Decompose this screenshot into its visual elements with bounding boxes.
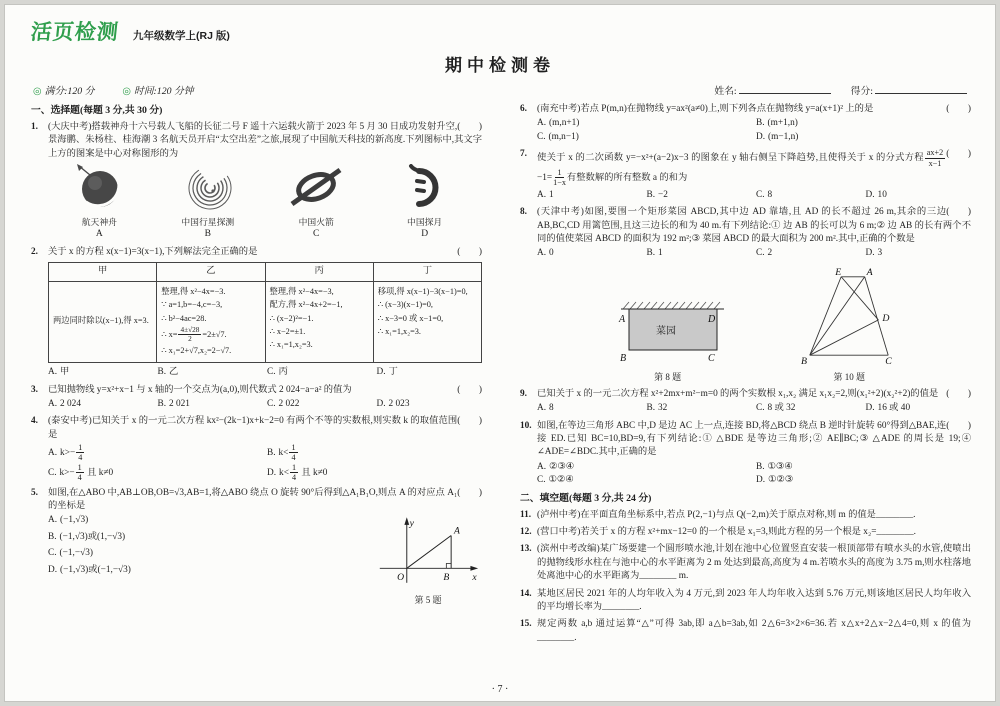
fraction [925,148,945,168]
option-B: B. 32 [646,403,668,414]
option-A: A. 1 [537,189,554,200]
answer-bracket: ( ) [946,388,971,399]
question-text: (滨州中考改编)某广场要建一个圆形喷水池,计划在池中心位置竖直安装一根顶部带有喷水头的水管,使喷出的抛物线形水柱在与池中心的水平距离为 2 m 处达到最高,高度为 4 m.若喷水头的高度为 3.75 m,则水柱落地处离池中心的水平距离为________ m. [537,544,971,582]
question-number: 12. [520,527,532,538]
logo-letter: B [204,229,211,240]
section-title: 二、填空题(每题 3 分,共 24 分) [520,492,652,504]
solution-line: ∵ a=1,b=−4,c=−3, [161,300,223,310]
option-label: C. [48,548,57,559]
options-with-figure [48,513,482,606]
question-1 [31,121,482,242]
solution-line: ∴ (x−3)(x−1)=0, [377,300,434,310]
option-B: B. ①③④ [756,461,793,472]
table-header-cell: 丁 [373,263,481,281]
solution-line: ∴ (x−2)²=−1. [269,313,314,323]
option-C: C. 2 022 [267,398,300,409]
svg-text:x: x [472,572,477,584]
option-A: A. k>− $\frac{1}{4}$ [48,443,83,463]
option-B: B. 1 [646,248,663,259]
option-label: C. [48,467,57,478]
question-4 [31,415,482,482]
table-header-cell: 丙 [265,263,373,281]
table-body-row [49,281,482,363]
option-C: C. 8 [756,189,773,200]
solution-line: 两边同时除以(x−1),得 x=3. [53,316,149,326]
options-grid [537,402,971,415]
solution-methods-table [48,262,482,363]
question-2 [31,246,482,380]
answer-bracket: ( ) [457,416,482,427]
solution-line: ∴ x−3=0 或 x−1=0, [377,313,444,323]
question-6 [520,103,971,144]
shenzhou-logo-icon [48,164,151,215]
option-A: A. 0 [537,248,554,259]
option-label: B. [646,248,656,259]
option-label: A. [537,248,547,259]
table-header-cell: 乙 [157,263,265,281]
full-score-item [33,83,94,97]
question-9 [520,388,971,416]
option-label: D. [756,131,766,142]
fraction-numerator: ax+2 [926,148,944,158]
option-label: A. [537,461,547,472]
question-text: ( ) 已知抛物线 y=x²+x−1 与 x 轴的一个交点为(a,0),则代数式 2 024−a−a² 的值为 [48,384,482,397]
bullseye-icon: ◎ [122,86,131,97]
option-B: B. 乙 [157,367,179,378]
figure-fig10 [798,265,900,384]
option-label: A. [537,189,547,200]
svg-text:D: D [707,313,715,325]
solution-line: ∴ x−2=±1. [269,326,306,336]
solution-line: 移项,得 x(x−1)−3(x−1)=0, [377,286,468,296]
logo-letter: A [95,229,103,240]
option-label: D. [756,475,766,486]
svg-text:C: C [707,352,715,364]
logo-caption: 中国探月 [407,216,443,227]
option-label: D. [865,248,875,259]
option-A: A. 甲 [48,367,70,378]
score-blank-line [875,83,967,94]
svg-text:C: C [885,355,893,365]
option-C: C. k>− $\frac{1}{4}$ 且 k≠0 [48,462,114,483]
question-text: ( ) 如图,在等边三角形 ABC 中,D 是边 AC 上一点,连接 BD,将△BCD 绕点 B 逆时针旋转 60°得到△BAE,连接 ED.已知 BC=10,BD=9,有下列结论:① △BDE 是等边三角形;② AE∥BC;③ △ADE 的周长是 19;④ ∠ADE=∠BDC.其中,正确的是 [537,420,971,458]
fraction-numerator: 1 [557,167,562,177]
option-A: A. ②③④ [537,461,575,472]
option-label: C. [267,398,276,409]
question-body [537,420,971,488]
svg-text:y: y [409,518,414,530]
option-D: D. 3 [865,248,883,259]
option-label: D. [376,398,386,409]
logo-option-B [156,164,259,242]
svg-text:菜园: 菜园 [655,325,676,337]
test-paper-page [4,4,996,702]
option-A: A. 2 024 [48,398,81,409]
left-column [31,103,482,649]
option-D: D. 2 023 [376,398,410,409]
duration-item [122,83,193,97]
option-label: C. [756,189,765,200]
solution-line: ∴ x₁=1,x₂=3. [377,326,421,336]
table-cell [49,281,157,363]
question-number: 8. [520,207,527,218]
name-score-fields [714,83,967,97]
question-number: 5. [31,487,38,498]
duration-label: 时间:120 分钟 [133,86,194,97]
question-number: 2. [31,246,38,257]
option-label: B. [646,189,656,200]
svg-text:A: A [618,313,625,325]
options-grid [537,461,971,488]
option-label: D. [48,564,58,575]
question-number: 4. [31,416,38,427]
answer-bracket: ( ) [946,207,971,218]
question-number: 13. [520,544,532,555]
question-8 [520,206,971,384]
question-text: 某地区居民 2021 年的人均年收入为 4 万元,到 2023 年人均年收入达到 5.76 万元,则该地区居民人均年收入的平均增长率为________. [537,588,971,612]
section-title: 一、选择题(每题 3 分,共 30 分) [31,105,163,116]
fraction-numerator: 1 [291,462,297,472]
logo-letter: D [421,229,429,240]
fraction-denominator: 2 [188,334,192,344]
score-label: 得分: [850,86,873,97]
fig8-figure-icon [608,313,728,368]
question-number: 10. [520,420,532,431]
question-body [48,384,482,412]
figure-fig5 [374,513,482,606]
logo-caption: 中国火箭 [298,216,334,227]
option-label: A. [48,515,58,526]
question-13 [520,543,971,583]
table-cell [373,281,481,363]
options-grid [48,366,482,379]
option-B: B. k< $\frac{1}{4}$ [267,443,296,463]
option-label: A. [537,118,547,129]
question-text: 规定两数 a,b 通过运算“△”可得 3ab,即 a△b=3ab,如 2△6=3×2×6=36.若 x△x+2△x−2△4=0,则 x 的值为________. [537,619,971,643]
fraction-denominator: 4 [291,473,297,483]
planet-logo-icon [156,164,259,215]
option-label: C. [537,131,546,142]
option-B: B. (−1,√3)或(1,−√3) [48,531,126,542]
bullseye-icon: ◎ [33,86,42,97]
fraction-denominator: 4 [77,473,82,483]
svg-text:B: B [619,352,626,364]
question-text: ( ) (天津中考)如图,要围一个矩形菜园 ABCD,其中边 AD 靠墙,且 AD 的长不超过 26 m,其余的三边 AB,BC,CD 用篱笆围,且这三边长的和为 40 m.有下列结论:① 边 AB 的长可以为 6 m;② 边 AB 的长有两个不同的值使菜园 ABCD 的面积为 192 m²;③ 菜园 ABCD 的最大面积为 200 m².其中,正确的个数是 [537,207,971,244]
option-D: D. ①②③ [756,475,794,486]
option-label: D. [865,403,875,414]
solution-line: 整理,得 x²−4x=−3. [161,286,226,296]
series-logo: 活页检测 [29,21,121,44]
question-10 [520,420,971,488]
options-grid [48,514,374,577]
fraction [290,463,298,483]
answer-bracket: ( ) [946,104,971,114]
fraction [76,463,84,483]
question-7 [520,148,971,202]
full-score-label: 满分:120 分 [44,86,95,97]
fraction-numerator: 1 [291,443,296,453]
option-label: B. [646,403,656,414]
question-number: 7. [520,149,527,160]
fraction-numerator: 4±√28 [180,324,200,334]
option-label: B. [267,448,276,459]
question-number: 1. [31,122,38,133]
fraction [178,326,201,344]
option-label: C. [537,475,546,486]
solution-line: ∴ x= $\frac{4\pm√28}{2}$ =2±√7. [161,324,227,344]
moon-logo-icon [373,164,476,215]
option-label: A. [537,403,547,414]
question-number: 14. [520,588,532,599]
question-text: (泸州中考)在平面直角坐标系中,若点 P(2,−1)与点 Q(−2,m)关于原点对称,则 m 的值是________. [537,509,916,520]
option-label: B. [756,461,765,472]
question-body [537,588,971,615]
fraction-denominator: 1−x [553,178,566,188]
option-label: C. [756,403,765,414]
table-header-row [49,263,482,281]
fraction [289,443,297,463]
option-B: B. (m+1,n) [756,118,798,129]
fraction-denominator: 4 [78,453,83,463]
option-A: A. 8 [537,403,554,414]
question-body [537,206,971,384]
question-text: ( ) 使关于 x 的二次函数 y=−x²+(a−2)x−3 的图象在 y 轴右侧呈下降趋势,且使得关于 x 的分式方程 $\frac{ax+2}{x-1}$ −1= $\frac{1}{1-x}$ 有整数解的所有整数 a 的和为 [537,148,971,188]
svg-text:B: B [801,355,808,365]
question-body [537,543,971,583]
question-text: ( ) 关于 x 的方程 x(x−1)=3(x−1),下列解法完全正确的是 [48,246,482,259]
name-blank-line [739,83,831,94]
fraction [76,443,84,463]
edition-label: 九年级数学上(RJ 版) [133,30,230,42]
question-text: ( ) (泰安中考)已知关于 x 的一元二次方程 kx²−(2k−1)x+k−2=0 有两个不等的实数根,则实数 k 的取值范围是 [48,416,482,440]
option-label: D. [865,189,875,200]
answer-bracket: ( ) [946,149,971,160]
fraction-numerator: 1 [77,462,82,472]
option-C: C. 丙 [267,367,288,378]
svg-text:E: E [835,266,842,278]
option-label: D. [376,367,386,378]
question-text: (营口中考)若关于 x 的方程 x²+mx−12=0 的一个根是 x₁=3,则此方程的另一个根是 x₂=________. [537,527,916,538]
logo-caption: 中国行星探测 [181,216,235,227]
options-grid [537,189,971,202]
option-label: A. [48,367,58,378]
fraction [553,168,566,188]
option-C: C. 8 或 32 [756,403,796,414]
option-label: B. [157,398,167,409]
question-body [48,415,482,482]
logo-options-row [48,161,482,242]
option-C: C. 2 [756,248,773,259]
figure-caption: 第 10 题 [833,372,866,382]
question-text: ( ) (南充中考)若点 P(m,n)在抛物线 y=ax²(a≠0)上,则下列各点在抛物线 y=a(x+1)² 上的是 [537,103,971,116]
solution-line: 配方,得 x²−4x+2=−1, [269,300,343,310]
options-grid [537,247,971,260]
question-number: 11. [520,509,532,520]
answer-bracket: ( ) [457,384,482,395]
answer-bracket: ( ) [457,122,482,133]
option-A: A. (m,n+1) [537,118,580,129]
solution-line: ∴ x₁=1,x₂=3. [269,340,313,350]
option-D: D. 16 或 40 [865,403,911,414]
option-D: D. 10 [865,189,887,200]
option-label: D. [267,467,277,478]
question-12 [520,526,971,539]
question-number: 3. [31,384,38,395]
options-grid [537,117,971,144]
option-D: D. 丁 [376,367,398,378]
option-D: D. (−1,√3)或(−1,−√3) [48,564,131,575]
options-grid [48,398,482,411]
option-D: D. (m−1,n) [756,131,799,142]
logo-letter: C [313,229,320,240]
paper-meta-row [5,83,995,97]
right-column [520,103,971,649]
question-body [537,509,971,522]
option-B: B. 2 021 [157,398,190,409]
figure-caption: 第 5 题 [414,594,442,605]
question-15 [520,618,971,645]
fraction-denominator: x−1 [928,158,942,168]
solution-line: ∴ b²−4ac=28. [161,313,207,323]
option-D: D. k< $\frac{1}{4}$ 且 k≠0 [267,462,328,483]
table-header-cell: 甲 [49,263,157,281]
option-label: B. [48,531,57,542]
logo-caption: 航天神舟 [81,216,117,227]
svg-text:O: O [397,572,405,584]
svg-text:B: B [443,572,450,584]
logo-option-C [265,164,368,242]
question-body [537,148,971,202]
fig10-figure-icon [798,266,900,368]
question-number: 6. [520,104,527,114]
question-5 [31,487,482,607]
name-label: 姓名: [714,86,737,97]
svg-text:D: D [882,312,890,324]
logo-option-A [48,164,151,242]
table-cell [265,281,373,363]
fraction-denominator: 4 [291,453,296,463]
options-grid [48,443,482,483]
option-label: A. [48,448,58,459]
answer-bracket: ( ) [946,420,971,431]
logo-option-D [373,164,476,242]
option-B: B. −2 [646,189,668,200]
option-C: C. (−1,−√3) [48,548,93,559]
question-body [537,526,971,539]
option-label: B. [756,118,765,129]
question-body [48,246,482,380]
option-label: C. [267,367,276,378]
fraction-numerator: 1 [78,443,83,453]
rocket-logo-icon [265,164,368,215]
question-3 [31,384,482,412]
question-body [48,487,482,607]
option-C: C. (m,n−1) [537,131,579,142]
question-body [48,121,482,242]
paper-title: 期中检测卷 [445,56,555,75]
figure-fig8 [608,297,728,384]
svg-text:A: A [454,526,460,538]
question-body [537,103,971,144]
solution-line: ∴ x₁=2+√7,x₂=2−√7. [161,345,232,355]
option-C: C. ①②④ [537,475,574,486]
figure-caption: 第 8 题 [654,372,682,382]
figures-row [537,265,971,384]
question-number: 15. [520,619,532,630]
answer-bracket: ( ) [457,246,482,257]
option-label: A. [48,398,58,409]
option-label: C. [756,248,765,259]
fig5-figure-icon [374,518,482,590]
option-A: A. (−1,√3) [48,515,89,526]
solution-line: 整理,得 x²−4x=−3, [269,286,334,296]
question-number: 9. [520,388,527,399]
question-text: ( ) 如图,在△ABO 中,AB⊥OB,OB=√3,AB=1,将△ABO 绕点 O 旋转 90°后得到△A₁B₁O,则点 A 的对应点 A₁ 的坐标是 [48,487,482,512]
question-11 [520,509,971,522]
two-column-body [5,97,995,649]
question-14 [520,588,971,615]
question-body [537,388,971,416]
table-cell [157,281,265,363]
page-number: · 7 · [491,684,509,695]
svg-text:A: A [866,266,873,278]
question-text: ( ) 已知关于 x 的一元二次方程 x²+2mx+m²−m=0 的两个实数根 x₁,x₂ 满足 x₁x₂=2,则(x₁²+2)(x₂²+2)的值是 [537,388,971,401]
question-body [537,618,971,645]
option-label: B. [157,367,167,378]
question-text: ( ) (大庆中考)搭载神舟十六号载人飞船的长征二号 F 遥十六运载火箭于 2023 年 5 月 30 日成功发射升空,景海鹏、朱杨柱、桂海潮 3 名航天员开启“太空出差”之旅,展现了中国航天科技的新高度.下列图标中,其文字上方的图案是中心对称图形的为 [48,122,482,159]
paper-header [5,5,995,46]
answer-bracket: ( ) [457,487,482,498]
